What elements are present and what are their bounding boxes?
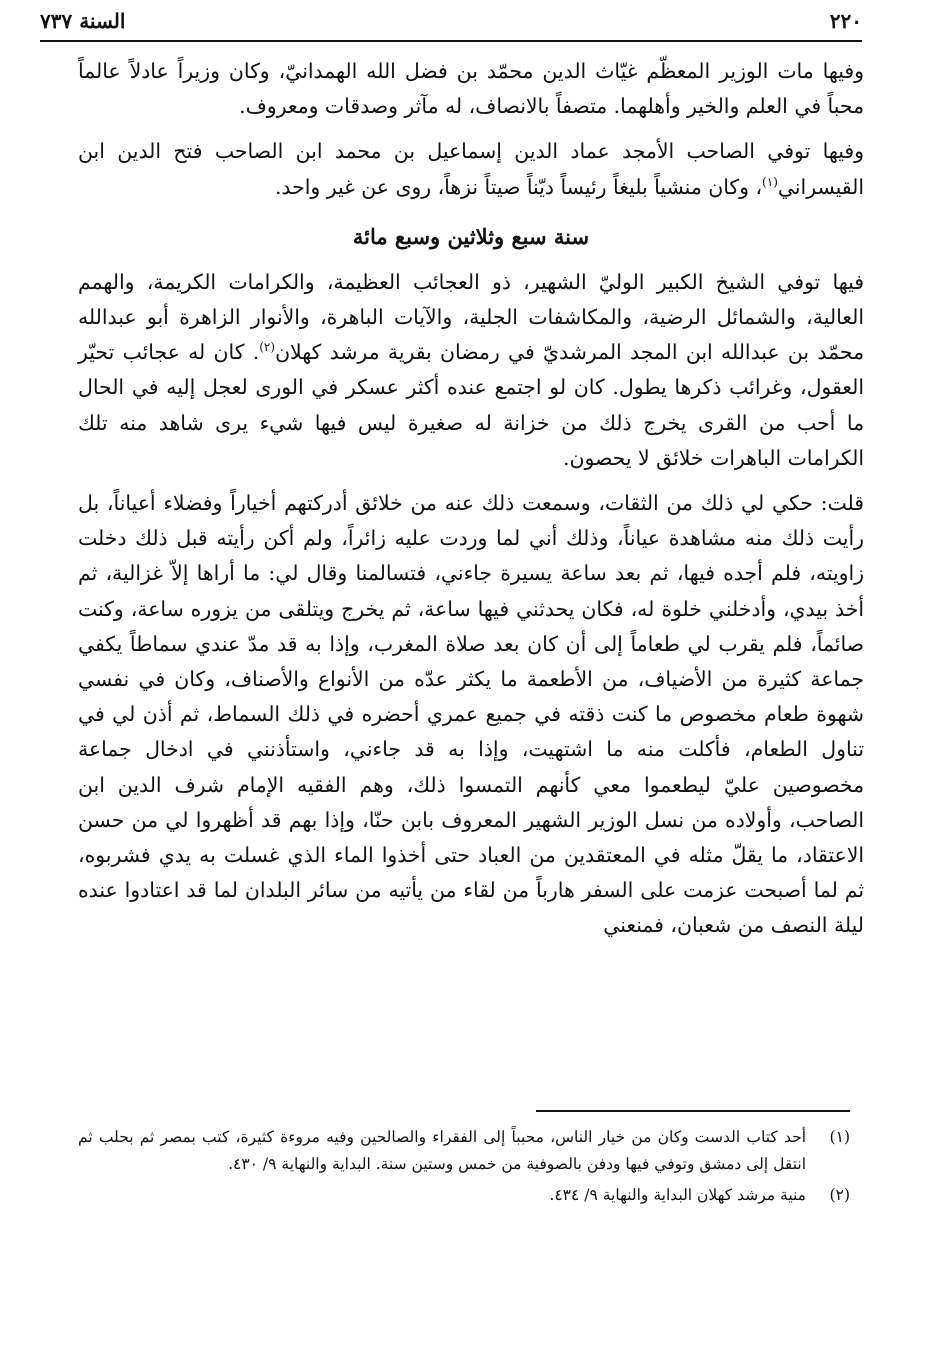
paragraph: قلت: حكي لي ذلك من الثقات، وسمعت ذلك عنه من خلائق أدركتهم أخياراً وفضلاء أعياناً، بل رأيت ذلك منه مشاهدة عياناً، وذلك أني لما وردت عليه زائراً، ولم أكن رأيته قبل ذلك دخلت زاويته، فلم أجده فيها، ثم بعد ساعة يسيرة جاءني، فتسالمنا وقال لي: ما أراها إلاّ غزالية، ثم أخذ بيدي، وأدخلني خلوة له، فكان يحدثني فيها ساعة، ثم يخرج ويتلقى من يزوره ساعة، وكنت صائماً، فلم يقرب لي طعاماً إلى أن كان بعد صلاة المغرب، وإذا به قد مدّ عندي سماطاً يكفي جماعة كثيرة من الأضياف، من الأطعمة ما يكثر عدّه من الأنواع والأصناف، وكان في نفسي شهوة طعام مخصوص ما كنت ذقته في جميع عمري أحضره في ذلك السماط، ثم أذن لي في تناول الطعام، فأكلت منه ما اشتهيت، وإذا به قد جاءني، واستأذنني في ادخال جماعة مخصوصين عليّ ليطعموا معي كأنهم التمسوا ذلك، وهم الفقيه الإمام شرف الدين ابن الصاحب، وأولاده من نسل الوزير الشهير المعروف بابن حنّا، وإذا بهم قد أظهروا لي من حسن الاعتقاد، ما يقلّ مثله في المعتقدين من العباد حتى أخذوا الماء الذي غسلت به يدي فشربوه، ثم لما أصبحت عزمت على السفر هارباً من لقاء من يأتيه من سائر البلدان لما قد اعتادوا عنده ليلة النصف من شعبان، فمنعني (78, 491, 864, 938)
header-rule (40, 40, 862, 42)
page-header (40, 4, 862, 38)
paragraph-text: ، وكان منشياً بليغاً رئيساً ديّناً صيتاً نزهاً، روى عن غير واحد. (274, 174, 763, 199)
paragraph-text: وفيها توفي الصاحب الأمجد عماد الدين إسماعيل بن محمد ابن الصاحب فتح الدين ابن القيسراني (78, 139, 864, 199)
footnote-marker: (١) (762, 174, 778, 189)
paragraph (78, 134, 864, 204)
main-text (78, 54, 864, 954)
footnote-marker: (٢) (259, 340, 276, 355)
footnote-number: (١) (829, 1128, 850, 1146)
paragraph: وفيها مات الوزير المعظّم غيّاث الدين محمّد بن فضل الله الهمدانيّ، وكان وزيراً عادلاً عالماً محباً في العلم والخير وأهلهما. متصفاً بالانصاف، له مآثر وصدقات ومعروف. (78, 59, 864, 119)
footnote-number: (٢) (829, 1186, 850, 1204)
paragraph (78, 265, 864, 476)
paragraph-text: فيها توفي الشيخ الكبير الوليّ الشهير، ذو العجائب العظيمة، والكرامات الكريمة، والهمم العالية، والشمائل الرضية، والمكاشفات الجلية، والآيات الباهرة، والأنوار الزاهرة أبو عبدالله محمّد بن عبدالله ابن المجد المرشديّ في رمضان بقرية مرشد كهلان (78, 269, 864, 365)
page-number: ٢٢٠ (829, 9, 862, 33)
footnote-text: أحد كتاب الدست وكان من خيار الناس، محبباً إلى الفقراء والصالحين وفيه مروءة كثيرة، كتب بمصر ثم بحلب ثم انتقل إلى دمشق وتوفي فيها ودفن بالصوفية من خمس وستين سنة. البداية والنهاية ٩/ ٤٣٠. (78, 1128, 806, 1173)
footnote-text: منية مرشد كهلان البداية والنهاية ٩/ ٤٣٤. (549, 1186, 806, 1204)
footnote (78, 1182, 850, 1209)
paragraph-text: . كان له عجائب تحيّر العقول، وغرائب ذكرها يطول. كان لو اجتمع عنده أكثر عسكر في الورى لعجل إليه في الحال ما أحب من القرى يخرج ذلك من خزانة له صغيرة ليس فيها شيء يرى شاهد منه تلك الكرامات الباهرات خلائق لا يحصون. (78, 340, 864, 470)
footnote (78, 1124, 850, 1178)
footnotes (78, 1124, 850, 1213)
section-heading: سنة سبع وثلاثين وسبع مائة (352, 223, 590, 249)
running-title: السنة ٧٣٧ (40, 9, 126, 33)
footnote-rule (536, 1110, 850, 1112)
